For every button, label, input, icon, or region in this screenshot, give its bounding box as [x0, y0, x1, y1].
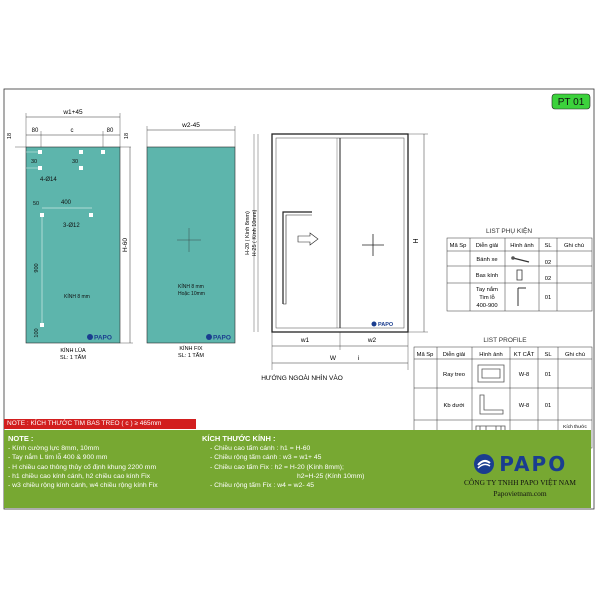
prof-r1-desc: Kb dưới	[443, 403, 465, 409]
acc-r2-desc2: Tim lỗ	[479, 295, 495, 301]
prof-title: LIST PROFILE	[483, 337, 527, 344]
papo-logo-icon	[473, 453, 495, 475]
elev-direction: HƯỚNG NGOÀI NHÌN VÀO	[261, 375, 343, 382]
prof-h0: Mã Sp	[416, 352, 434, 358]
company-logo	[450, 452, 590, 476]
elev-i: i	[358, 355, 360, 362]
note-bar: NOTE : KÍCH THƯỚC TIM BAS TREO ( c ) ≥ 465mm	[4, 419, 196, 429]
fix-panel-drawing	[147, 122, 235, 359]
slide-logo: PAPO	[94, 334, 112, 342]
company-website[interactable]: Papovietnam.com	[493, 489, 547, 498]
company-logo-text: PAPO	[499, 452, 568, 476]
notes-title: NOTE :	[8, 434, 34, 443]
prof-r0-desc: Ray treo	[443, 372, 465, 378]
fix-glass-2: Hoặc 10mm	[178, 291, 205, 297]
elev-h2: H-25 ( Kính 10mm)	[252, 209, 258, 257]
hole	[89, 213, 93, 217]
company-block	[450, 452, 590, 498]
glass-sizes-title: KÍCH THƯỚC KÍNH :	[202, 434, 276, 443]
glass-sizes-column	[202, 434, 382, 490]
acc-h4: Ghi chú	[564, 243, 584, 249]
slide-d100: 100	[34, 328, 40, 338]
acc-r1-desc: Bas kính	[475, 273, 499, 279]
hole	[79, 150, 83, 154]
glass-size-line: - Chiều rộng tấm cánh : w3 = w1+ 45	[210, 454, 322, 462]
prof-r2-note1: Kích thước	[563, 425, 587, 430]
note-line: - h1 chiều cao kính cánh, h2 chiều cao kính Fix	[8, 472, 151, 480]
fix-glass	[147, 147, 235, 343]
note-line: - H chiều cao thông thủy cố định khung 2200 mm	[8, 463, 157, 471]
prof-h1: Diễn giải	[442, 352, 466, 358]
fix-logo: PAPO	[213, 334, 231, 342]
fix-qty: SL: 1 TẤM	[178, 353, 204, 359]
company-name: CÔNG TY TNHH PAPO VIỆT NAM	[463, 478, 577, 487]
accessories-table	[447, 226, 592, 311]
slide-label: KÍNH LÙA	[60, 348, 86, 354]
acc-r0-desc: Bánh xe	[476, 257, 498, 263]
slide-top18-left: 18	[7, 132, 13, 140]
code-text: PT 01	[557, 97, 585, 108]
slide-d50: 50	[33, 201, 40, 207]
acc-h2: Hình ảnh	[510, 243, 534, 249]
acc-r2-desc1: Tay nắm	[476, 287, 498, 293]
elev-w1: w1	[300, 337, 310, 344]
glass-size-line: - Chiều cao tấm Fix : h2 = H-20 (Kính 8mm);	[210, 463, 344, 471]
slide-d30b: 30	[72, 159, 79, 165]
elevation-drawing	[245, 134, 428, 382]
acc-r1-qty: 02	[544, 276, 552, 282]
elev-w2: w2	[367, 337, 377, 344]
hole	[40, 323, 44, 327]
acc-title: LIST PHỤ KIỆN	[485, 228, 533, 235]
acc-r0-qty: 02	[544, 260, 552, 266]
prof-h3: KT CẮT	[513, 352, 535, 358]
prof-r1-qty: 01	[544, 403, 552, 409]
glass-size-line: - Chiều cao tấm cánh : h1 = H-60	[210, 445, 311, 453]
glass-size-line: h2=H-25 (Kính 10mm)	[297, 472, 365, 480]
acc-h0: Mã Sp	[449, 243, 467, 249]
acc-r2-desc3: 400-900	[476, 303, 498, 309]
elev-h-right: H	[413, 238, 420, 244]
fix-glass-1: KÍNH 8 mm	[178, 284, 204, 290]
prof-r0-cut: W-8	[518, 372, 530, 378]
note-line: - Tay nắm L tim lỗ 400 & 900 mm	[8, 454, 108, 462]
elevation-logo: PAPO	[378, 322, 394, 328]
slide-dim-80-left: 80	[31, 128, 39, 134]
elev-w: W	[329, 355, 337, 362]
prof-h4: SL	[544, 352, 552, 358]
slide-height: H-60	[122, 237, 129, 253]
slide-dim-c: c	[70, 128, 74, 134]
prof-h5: Ghi chú	[565, 352, 585, 358]
acc-h3: SL	[544, 243, 552, 249]
glass-size-line: - Chiều rộng tấm Fix : w4 = w2- 45	[210, 482, 315, 490]
slide-glass-label: KÍNH 8 mm	[64, 294, 90, 300]
slide-d900: 900	[34, 263, 40, 273]
hole	[101, 150, 105, 154]
hole	[38, 166, 42, 170]
slide-holes12: 3-Ø12	[63, 223, 80, 229]
slide-d30a: 30	[31, 159, 38, 165]
slide-holes14: 4-Ø14	[40, 177, 57, 183]
prof-h2: Hình ảnh	[479, 352, 503, 358]
acc-h1: Diễn giải	[475, 243, 499, 249]
elev-h1: H-20 ( Kính 8mm)	[245, 211, 251, 255]
sliding-panel-drawing	[7, 109, 133, 361]
slide-top-width: w1+45	[63, 109, 83, 116]
slide-d400: 400	[60, 200, 72, 206]
slide-top18-right: 18	[124, 132, 130, 140]
note-line: - w3 chiều rộng kính cánh, w4 chiều rộng kính Fix	[8, 482, 158, 490]
slide-qty: SL: 1 TẤM	[60, 355, 86, 361]
hole	[38, 150, 42, 154]
note-line: - Kính cường lực 8mm, 10mm	[8, 445, 99, 453]
hole	[40, 213, 44, 217]
fix-top-width: w2-45	[182, 122, 200, 129]
fix-label: KÍNH FIX	[179, 346, 203, 352]
hole	[79, 166, 83, 170]
prof-r0-qty: 01	[544, 372, 552, 378]
acc-r2-qty: 01	[544, 295, 552, 301]
prof-r1-cut: W-8	[518, 403, 530, 409]
slide-dim-80-right: 80	[106, 128, 114, 134]
notes-column	[8, 434, 198, 490]
